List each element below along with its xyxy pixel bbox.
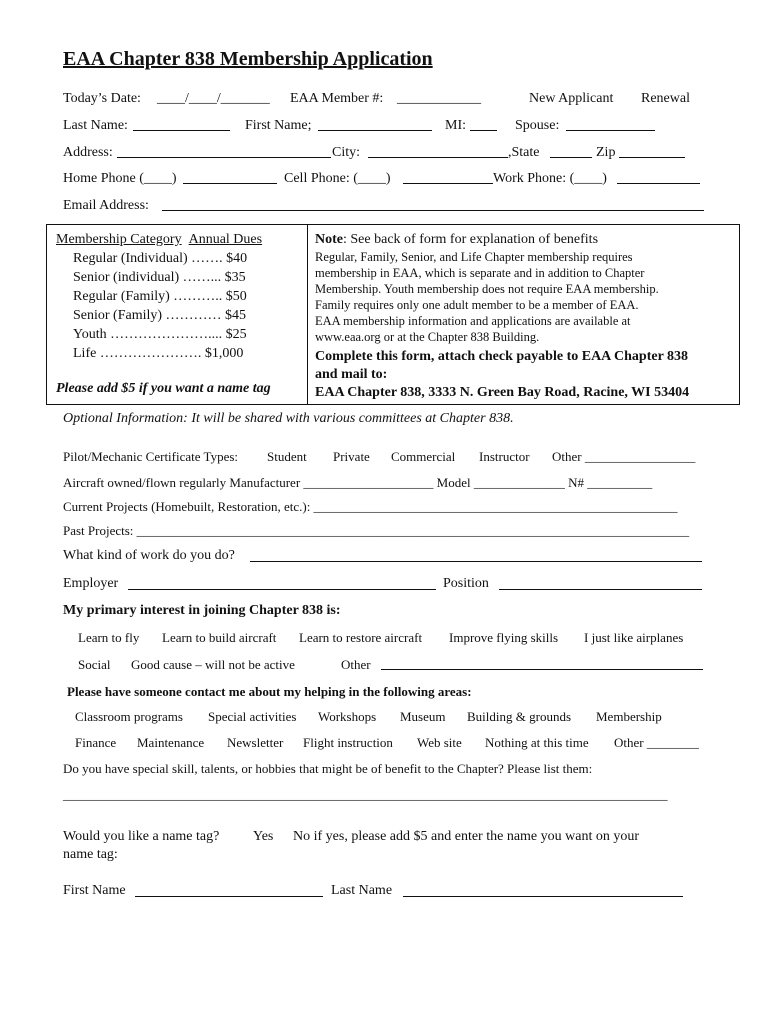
pilot-cert-commercial[interactable]: Commercial [391,449,456,464]
pilot-cert-label: Pilot/Mechanic Certificate Types: [63,449,239,464]
name-tag-yes[interactable]: Yes [253,829,274,844]
dues-row-youth: Youth ………………….... $25 [73,327,247,342]
mi-field[interactable] [470,118,497,131]
help-special-activities[interactable]: Special activities [208,709,297,724]
interest-restore-aircraft[interactable]: Learn to restore aircraft [299,630,423,645]
pilot-cert-other[interactable]: Other _________________ [552,449,696,464]
help-flight-instruction[interactable]: Flight instruction [303,735,393,750]
cell-phone-label: Cell Phone: (____) [284,171,391,186]
dues-row-regular-family: Regular (Family) ……….. $50 [73,289,247,304]
name-tag-no[interactable]: No if yes, please add $5 and enter the name you want on your [293,829,640,844]
name-tag-question: Would you like a name tag? [63,829,220,844]
annual-dues-header: Annual Dues [188,232,263,247]
mailing-address: EAA Chapter 838, 3333 N. Green Bay Road, Racine, WI 53404 [315,385,690,400]
note-label: Note [315,232,343,247]
help-other[interactable]: Other ________ [614,735,699,750]
note-line: EAA membership information and applications are available at [315,314,631,328]
help-newsletter[interactable]: Newsletter [227,735,284,750]
position-field[interactable] [499,577,702,590]
state-field[interactable] [550,145,592,158]
dues-row-regular-individual: Regular (Individual) ……. $40 [73,251,248,266]
email-label: Email Address: [63,198,149,213]
renewal-option[interactable]: Renewal [641,91,690,106]
zip-field[interactable] [619,145,685,158]
position-label: Position [443,576,489,591]
interest-social[interactable]: Social [78,657,111,672]
city-label: City: [332,145,361,160]
home-phone-field[interactable] [183,171,277,184]
address-field[interactable] [117,145,331,158]
help-heading: Please have someone contact me about my helping in the following areas: [67,684,472,699]
membership-box-divider [307,224,308,405]
pilot-cert-instructor[interactable]: Instructor [479,449,530,464]
note-line: Regular, Family, Senior, and Life Chapter membership requires [315,250,633,264]
work-phone-field[interactable] [617,171,700,184]
dues-row-senior-family: Senior (Family) ………… $45 [73,308,247,323]
interest-flying-skills[interactable]: Improve flying skills [449,630,559,645]
spouse-label: Spouse: [515,118,560,133]
spouse-field[interactable] [566,118,655,131]
new-applicant-option[interactable]: New Applicant [529,91,614,106]
employer-label: Employer [63,576,119,591]
current-projects-line[interactable]: Current Projects (Homebuilt, Restoration, etc.): ________________________________________________________ [63,499,678,514]
mi-label: MI: [445,118,466,133]
optional-info-heading: Optional Information: It will be shared with various committees at Chapter 838. [63,411,514,426]
help-classroom[interactable]: Classroom programs [75,709,183,724]
tag-first-name-label: First Name [63,883,126,898]
interest-other[interactable]: Other [341,657,371,672]
tag-last-name-label: Last Name [331,883,393,898]
work-field[interactable] [250,549,702,562]
aircraft-line[interactable]: Aircraft owned/flown regularly Manufacturer ____________________ Model ______________ N# __________ [63,475,653,490]
name-tag-cont: name tag: [63,847,118,862]
dues-row-life: Life …………………. $1,000 [73,346,244,361]
page-title: EAA Chapter 838 Membership Application [63,48,433,70]
interest-learn-to-fly[interactable]: Learn to fly [78,630,140,645]
help-workshops[interactable]: Workshops [318,709,377,724]
pilot-cert-student[interactable]: Student [267,449,307,464]
help-building-grounds[interactable]: Building & grounds [467,709,572,724]
help-nothing[interactable]: Nothing at this time [485,735,589,750]
employer-field[interactable] [128,577,436,590]
interest-good-cause[interactable]: Good cause – will not be active [131,657,295,672]
cell-phone-field[interactable] [403,171,493,184]
help-maintenance[interactable]: Maintenance [137,735,205,750]
help-museum[interactable]: Museum [400,709,446,724]
email-field[interactable] [162,198,704,211]
todays-date-label: Today’s Date: [63,91,141,106]
complete-instruction: Complete this form, attach check payable to EAA Chapter 838 [315,349,689,364]
home-phone-label: Home Phone (____) [63,171,177,186]
dues-row-senior-individual: Senior (individual) ……... $35 [73,270,246,285]
interest-heading: My primary interest in joining Chapter 838 is: [63,603,341,618]
interest-other-field[interactable] [381,657,703,670]
todays-date-field[interactable]: ____/____/_______ [157,91,270,106]
complete-instruction-cont: and mail to: [315,367,388,382]
membership-category-header: Membership Category [56,232,182,247]
note-line: Membership. Youth membership does not require EAA membership. [315,282,659,296]
skills-question: Do you have special skill, talents, or hobbies that might be of benefit to the Chapter? Please list them: [63,761,593,776]
zip-label: Zip [596,145,616,160]
note-line: Family requires only one adult member to be a member of EAA. [315,298,639,312]
last-name-field[interactable] [133,118,230,131]
interest-build-aircraft[interactable]: Learn to build aircraft [162,630,277,645]
work-phone-label: Work Phone: (____) [493,171,607,186]
work-label: What kind of work do you do? [63,548,235,563]
help-finance[interactable]: Finance [75,735,117,750]
note-line: membership in EAA, which is separate and in addition to Chapter [315,266,645,280]
dues-header [56,232,262,248]
first-name-field[interactable] [318,118,432,131]
eaa-member-field[interactable]: ____________ [397,91,481,106]
city-field[interactable] [368,145,508,158]
first-name-label: First Name; [245,118,312,133]
note-line: www.eaa.org or at the Chapter 838 Building. [315,330,540,344]
state-label: ,State [508,145,540,160]
eaa-member-label: EAA Member #: [290,91,384,106]
tag-last-name-field[interactable] [403,884,683,897]
address-label: Address: [63,145,113,160]
past-projects-line[interactable]: Past Projects: _____________________________________________________________________________________ [63,523,690,538]
tag-first-name-field[interactable] [135,884,323,897]
last-name-label: Last Name: [63,118,128,133]
note-heading [315,232,598,248]
name-tag-note: Please add $5 if you want a name tag [56,381,271,396]
help-web-site[interactable]: Web site [417,735,462,750]
pilot-cert-private[interactable]: Private [333,449,370,464]
help-membership[interactable]: Membership [596,709,662,724]
interest-like-airplanes[interactable]: I just like airplanes [584,630,684,645]
skills-answer-line[interactable]: _____________________________________________________________________________________________ [63,787,668,802]
note-first-line: : See back of form for explanation of benefits [343,232,599,247]
